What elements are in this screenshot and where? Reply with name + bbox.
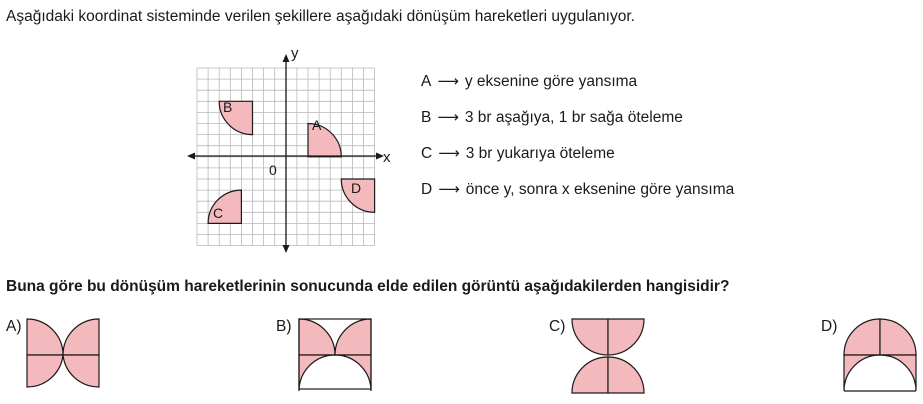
rule-key: D (421, 181, 433, 198)
rule-a (421, 64, 734, 100)
rule-text: 3 br yukarıya öteleme (465, 145, 615, 162)
origin-label: 0 (269, 162, 277, 178)
rule-key: C (421, 145, 433, 162)
x-axis-label: x (383, 149, 391, 166)
right-arrow-icon: ⟶ (438, 181, 460, 198)
option-c-figure[interactable] (570, 317, 646, 395)
rule-b (421, 100, 734, 136)
right-arrow-icon: ⟶ (438, 145, 460, 162)
problem-intro: Aşağıdaki koordinat sisteminde verilen şekillere aşağıdaki dönüşüm hareketleri uygulanıyor. (6, 8, 635, 25)
rule-text: y eksenine göre yansıma (464, 73, 638, 90)
option-a-figure[interactable] (25, 317, 101, 389)
shapes (208, 101, 375, 223)
option-d-label[interactable]: D) (821, 318, 838, 335)
x-axis-arrow-left (187, 153, 195, 160)
option-b-label[interactable]: B) (276, 318, 292, 335)
transformation-rules (421, 64, 734, 208)
rule-key: A (421, 73, 432, 90)
shape-label-c: C (213, 205, 224, 221)
y-axis-label: y (291, 45, 299, 62)
shape-label-d: D (351, 180, 362, 196)
right-arrow-icon: ⟶ (437, 73, 459, 90)
y-axis-arrow-down (283, 245, 290, 253)
coordinate-plane (185, 45, 400, 257)
option-b-figure[interactable] (297, 317, 375, 391)
problem-question: Buna göre bu dönüşüm hareketlerinin sonucunda elde edilen görüntü aşağıdakilerden hangisidir? (6, 278, 730, 295)
shape-label-b: B (223, 99, 233, 115)
rule-key: B (421, 109, 432, 126)
y-axis-arrow-up (283, 54, 290, 62)
rule-text: 3 br aşağıya, 1 br sağa öteleme (464, 109, 683, 126)
rule-d (421, 172, 734, 208)
option-a-label[interactable]: A) (6, 318, 22, 335)
option-c-label[interactable]: C) (549, 318, 566, 335)
option-d-figure[interactable] (842, 317, 920, 395)
shape-label-a: A (312, 117, 322, 133)
rule-c (421, 136, 734, 172)
right-arrow-icon: ⟶ (437, 109, 459, 126)
rule-text: önce y, sonra x eksenine göre yansıma (465, 181, 735, 198)
